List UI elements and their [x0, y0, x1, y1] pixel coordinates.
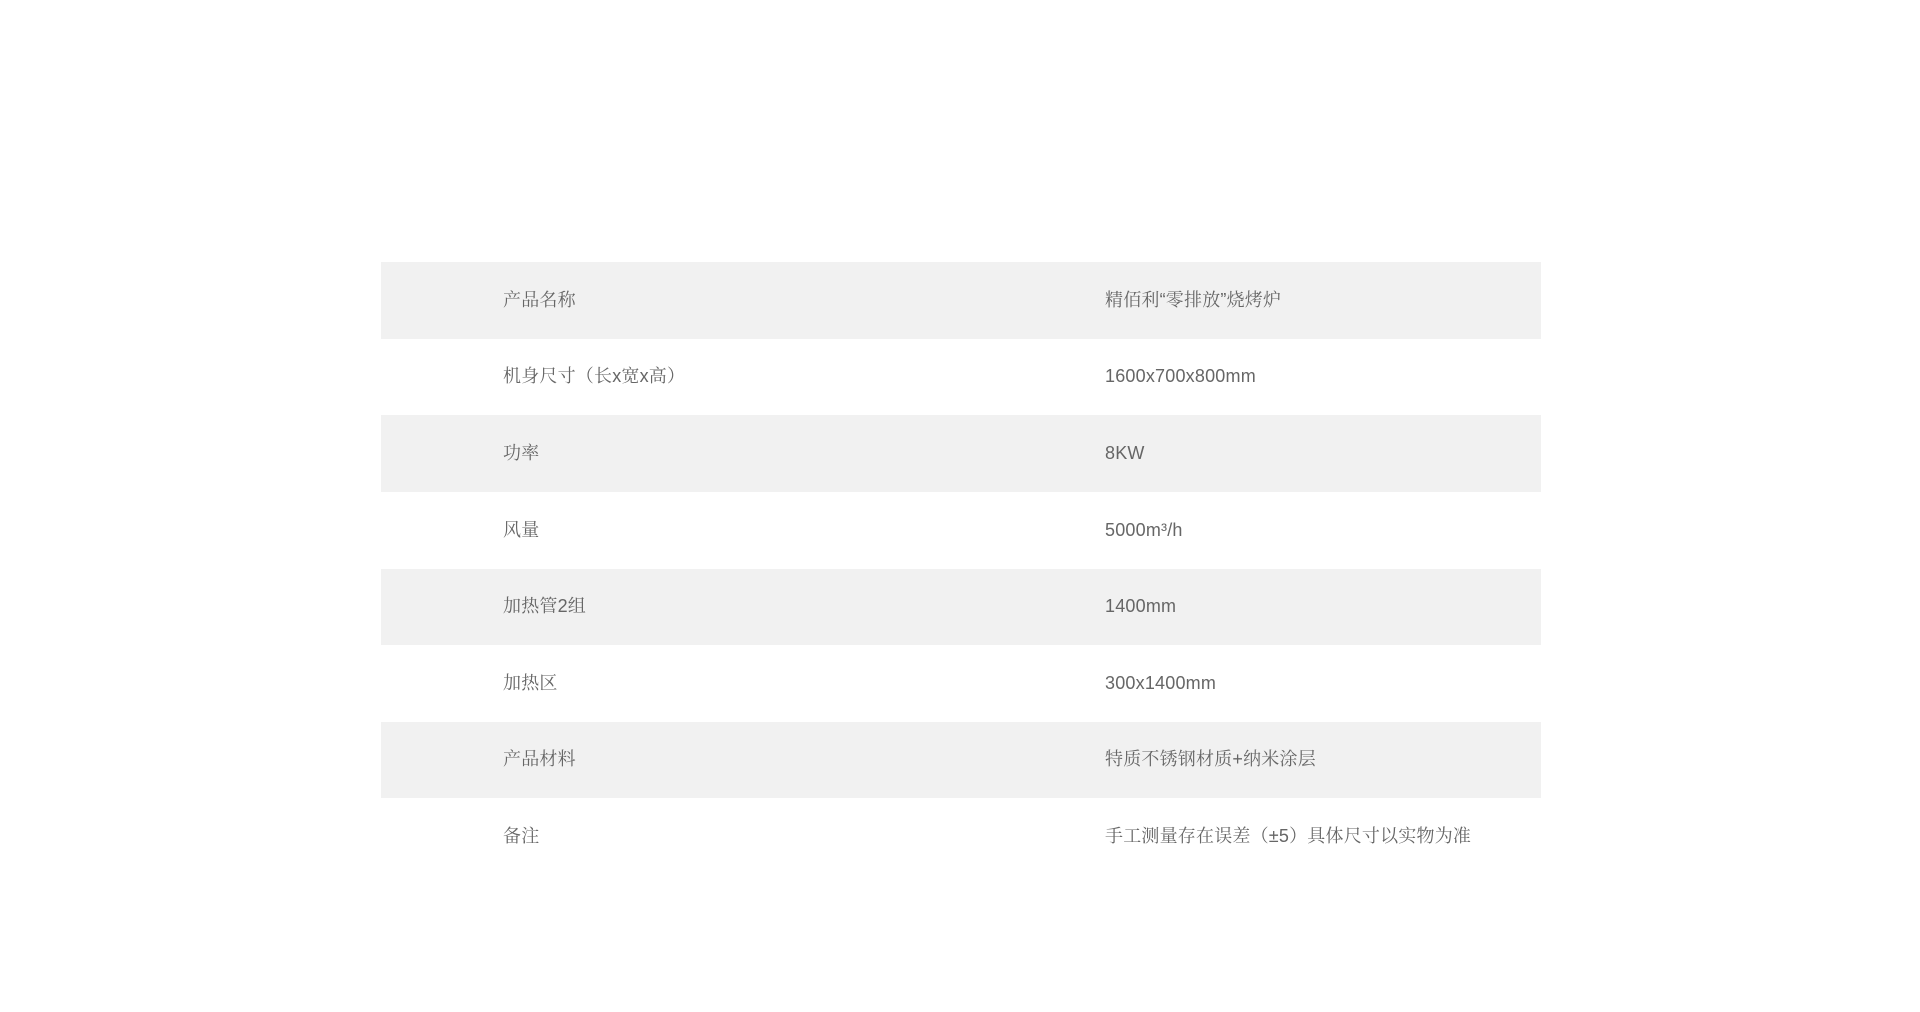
table-row [381, 569, 1541, 646]
spec-value: 精佰利“零排放”烧烤炉 [1105, 289, 1282, 310]
spec-label: 功率 [503, 442, 540, 463]
table-row [381, 722, 1541, 799]
table-row [381, 415, 1541, 492]
spec-label: 备注 [503, 826, 540, 847]
spec-value: 8KW [1105, 442, 1145, 463]
spec-value: 1400mm [1105, 596, 1177, 617]
table-row [381, 645, 1541, 722]
spec-value: 手工测量存在误差（±5）具体尺寸以实物为准 [1105, 826, 1472, 847]
spec-label: 加热管2组 [503, 596, 587, 617]
spec-label: 加热区 [503, 672, 558, 693]
table-row [381, 798, 1541, 875]
spec-label: 风量 [503, 519, 540, 540]
spec-value: 特质不锈钢材质+纳米涂层 [1105, 749, 1316, 770]
spec-label: 机身尺寸（长x宽x高） [503, 366, 686, 387]
table-row [381, 492, 1541, 569]
spec-value: 300x1400mm [1105, 672, 1217, 693]
spec-label: 产品名称 [503, 289, 576, 310]
product-spec-table [381, 262, 1541, 875]
spec-value: 1600x700x800mm [1105, 366, 1256, 387]
spec-value: 5000m³/h [1105, 519, 1183, 540]
spec-label: 产品材料 [503, 749, 576, 770]
table-row [381, 262, 1541, 339]
table-row [381, 339, 1541, 416]
